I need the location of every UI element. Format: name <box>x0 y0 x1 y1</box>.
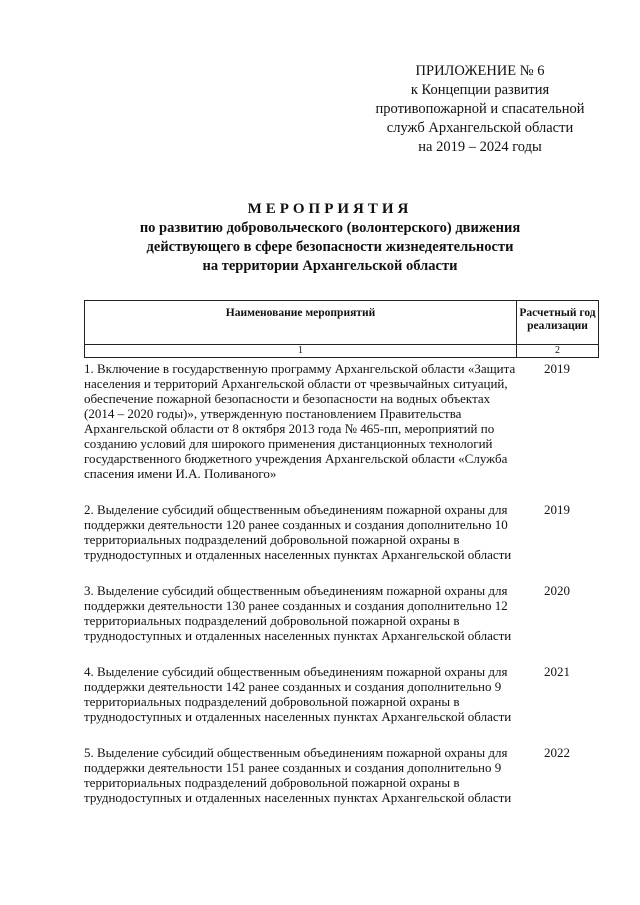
annex-line: к Концепции развития <box>410 82 550 98</box>
measures-table <box>84 300 599 358</box>
measure-year: 2020 <box>544 583 570 598</box>
measure-text: 2. Выделение субсидий общественным объединениям пожарной охраны для поддержки деятельности 120 ранее созданных и создания дополнительно 10 территориальных подразделений добровольной пожарной охраны в труднодоступных и отдаленных населенных пунктах Архангельской области <box>84 502 512 562</box>
measure-text: 3. Выделение субсидий общественным объединениям пожарной охраны для поддержки деятельности 130 ранее созданных и создания дополнительно 12 территориальных подразделений добровольной пожарной охраны в труднодоступных и отдаленных населенных пунктах Архангельской области <box>84 583 512 643</box>
heading-line: по развитию добровольческого (волонтерского) движения <box>139 220 521 236</box>
column-number: 2 <box>517 345 599 358</box>
table-row <box>84 583 598 643</box>
measure-year: 2021 <box>544 664 570 679</box>
measure-text: 5. Выделение субсидий общественным объединениям пожарной охраны для поддержки деятельности 151 ранее созданных и создания дополнительно 9 территориальных подразделений добровольной пожарной охраны в труднодоступных и отдаленных населенных пунктах Архангельской области <box>84 745 512 805</box>
table-row <box>84 361 598 481</box>
measure-text: 4. Выделение субсидий общественным объединениям пожарной охраны для поддержки деятельности 142 ранее созданных и создания дополнительно 9 территориальных подразделений добровольной пожарной охраны в труднодоступных и отдаленных населенных пунктах Архангельской области <box>84 664 512 724</box>
annex-line: служб Архангельской области <box>386 120 574 136</box>
table-row <box>84 664 598 724</box>
column-header-year: Расчетный год реализации <box>517 301 599 345</box>
table-header-row <box>85 301 599 345</box>
heading-line: действующего в сфере безопасности жизнедеятельности <box>146 239 514 255</box>
column-number: 1 <box>85 345 517 358</box>
measure-text: 1. Включение в государственную программу Архангельской области «Защита населения и территорий Архангельской области от чрезвычайных ситуаций, обеспечение пожарной безопасности и безопасности на водных объектах (2014 – 2020 годы)», утвержденную постановлением Правительства Архангельской области от 8 октября 2013 года № 465-пп, мероприятий по созданию условий для широкого применения дистанционных технологий государственного бюджетного учреждения Архангельской области «Служба спасения имени И.А. Поливаного» <box>84 361 516 481</box>
measures-table-body <box>84 361 598 805</box>
annex-line: противопожарной и спасательной <box>375 101 585 117</box>
column-header-measures: Наименование мероприятий <box>85 301 517 345</box>
measure-year: 2019 <box>544 502 570 517</box>
annex-line: на 2019 – 2024 годы <box>418 139 542 155</box>
measure-year: 2022 <box>544 745 570 760</box>
document-heading <box>120 200 540 276</box>
annex-line: ПРИЛОЖЕНИЕ № 6 <box>415 63 545 79</box>
column-number-row <box>85 345 599 358</box>
annex-header <box>360 62 600 157</box>
table-row <box>84 745 598 805</box>
table-row <box>84 502 598 562</box>
measure-year: 2019 <box>544 361 570 376</box>
heading-line: на территории Архангельской области <box>202 258 458 274</box>
document-title: МЕРОПРИЯТИЯ <box>247 201 413 217</box>
